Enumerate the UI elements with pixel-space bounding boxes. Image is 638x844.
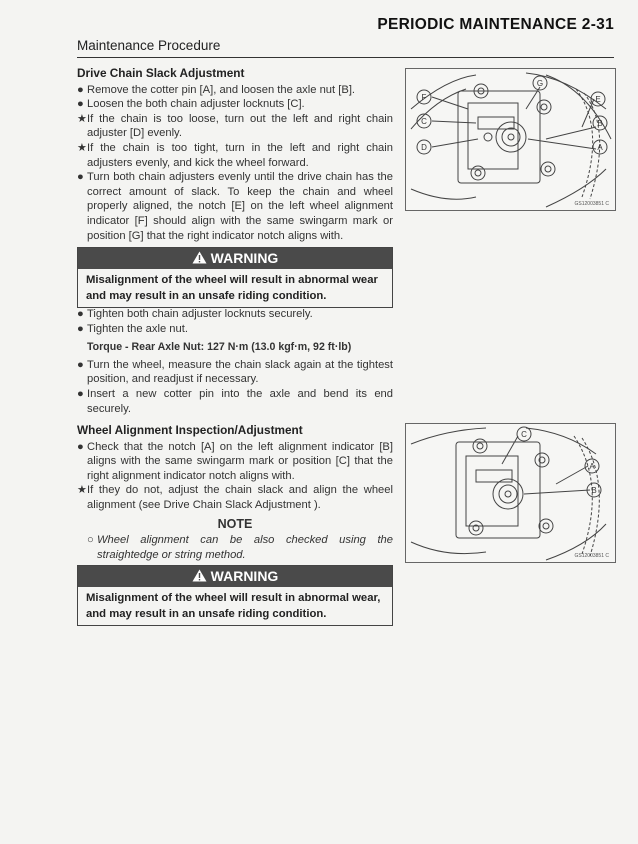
note-item: ○ Wheel alignment can be also checked using the straightedge or string method.: [87, 534, 393, 561]
figure-wheel-alignment: [405, 423, 616, 563]
figure-code: GS12003851 C: [574, 553, 609, 559]
figure-label-d: D: [421, 143, 427, 152]
alignment-section: [77, 423, 393, 562]
figure-label-g: G: [536, 79, 544, 88]
note-heading: NOTE: [217, 516, 253, 531]
list-item: ★ If they do not, adjust the chain slack and align the wheel alignment (see Drive Chain Slack Adjustment ).: [77, 484, 393, 511]
warning-header: [78, 566, 392, 587]
alignment-heading: Wheel Alignment Inspection/Adjustment: [77, 423, 303, 437]
warning-box: [77, 565, 393, 626]
figure-label-a: A: [597, 143, 603, 152]
list-item: ● Insert a new cotter pin into the axle and bend its end securely.: [77, 387, 393, 415]
figure-label-a: A: [589, 462, 595, 471]
list-item: ● Loosen the both chain adjuster locknuts [C].: [77, 98, 305, 111]
section-rule: [77, 57, 614, 58]
torque-spec: Torque - Rear Axle Nut: 127 N·m (13.0 kgf·m, 92 ft·lb): [87, 341, 352, 354]
list-item: ★ If the chain is too tight, turn in the left and right chain adjusters evenly, and kick the wheel forward.: [77, 141, 393, 169]
list-item: ● Turn the wheel, measure the chain slack again at the tightest position, and readjust if necessary.: [77, 358, 393, 386]
slack-tighten-section: [77, 307, 393, 416]
figure-label-c: C: [521, 430, 527, 439]
warning-triangle-icon: [192, 569, 207, 582]
figure-chain-adjuster: [405, 68, 616, 211]
list-item: ● Tighten both chain adjuster locknuts securely.: [77, 308, 313, 320]
warning-text: Misalignment of the wheel will result in abnormal wear and may result in an unsafe riding condition.: [78, 269, 392, 307]
list-item: ● Turn both chain adjusters evenly until the drive chain has the correct amount of slack. To keep the chain and wheel properly aligned, the notch [E] on the left wheel alignment indicator [F] should align with the same swingarm mark or position [G] that the right indicator notch aligns with.: [77, 171, 393, 242]
warning-text: Misalignment of the wheel will result in abnormal wear, and may result in an unsafe riding condition.: [78, 587, 392, 625]
list-item: ● Check that the notch [A] on the left alignment indicator [B] aligns with the same swingarm mark or position [C] that the right alignment indicator notch aligns with.: [77, 440, 393, 482]
slack-adjustment-section: [77, 66, 393, 243]
figure-label-b: B: [591, 486, 597, 495]
page-header-title: PERIODIC MAINTENANCE 2-31: [377, 16, 614, 33]
section-title: Maintenance Procedure: [77, 38, 221, 53]
warning-box: [77, 247, 393, 308]
slack-heading: Drive Chain Slack Adjustment: [77, 66, 245, 80]
list-item: ● Remove the cotter pin [A], and loosen the axle nut [B].: [77, 83, 356, 96]
figure-label-f: F: [421, 93, 427, 102]
warning-triangle-icon: [192, 251, 207, 264]
figure-label-b: B: [597, 119, 603, 128]
list-item: ★ If the chain is too loose, turn out the left and right chain adjuster [D] evenly.: [77, 112, 393, 140]
list-item: ● Tighten the axle nut.: [77, 322, 188, 335]
wheel-alignment-illustration: [406, 424, 615, 562]
figure-label-c: C: [421, 117, 427, 126]
figure-label-e: E: [595, 95, 601, 104]
chain-adjuster-illustration: [406, 69, 615, 210]
warning-label: WARNING: [210, 250, 279, 266]
warning-header: [78, 248, 392, 269]
figure-code: GS12003851 C: [574, 201, 609, 207]
warning-label: WARNING: [210, 568, 279, 584]
